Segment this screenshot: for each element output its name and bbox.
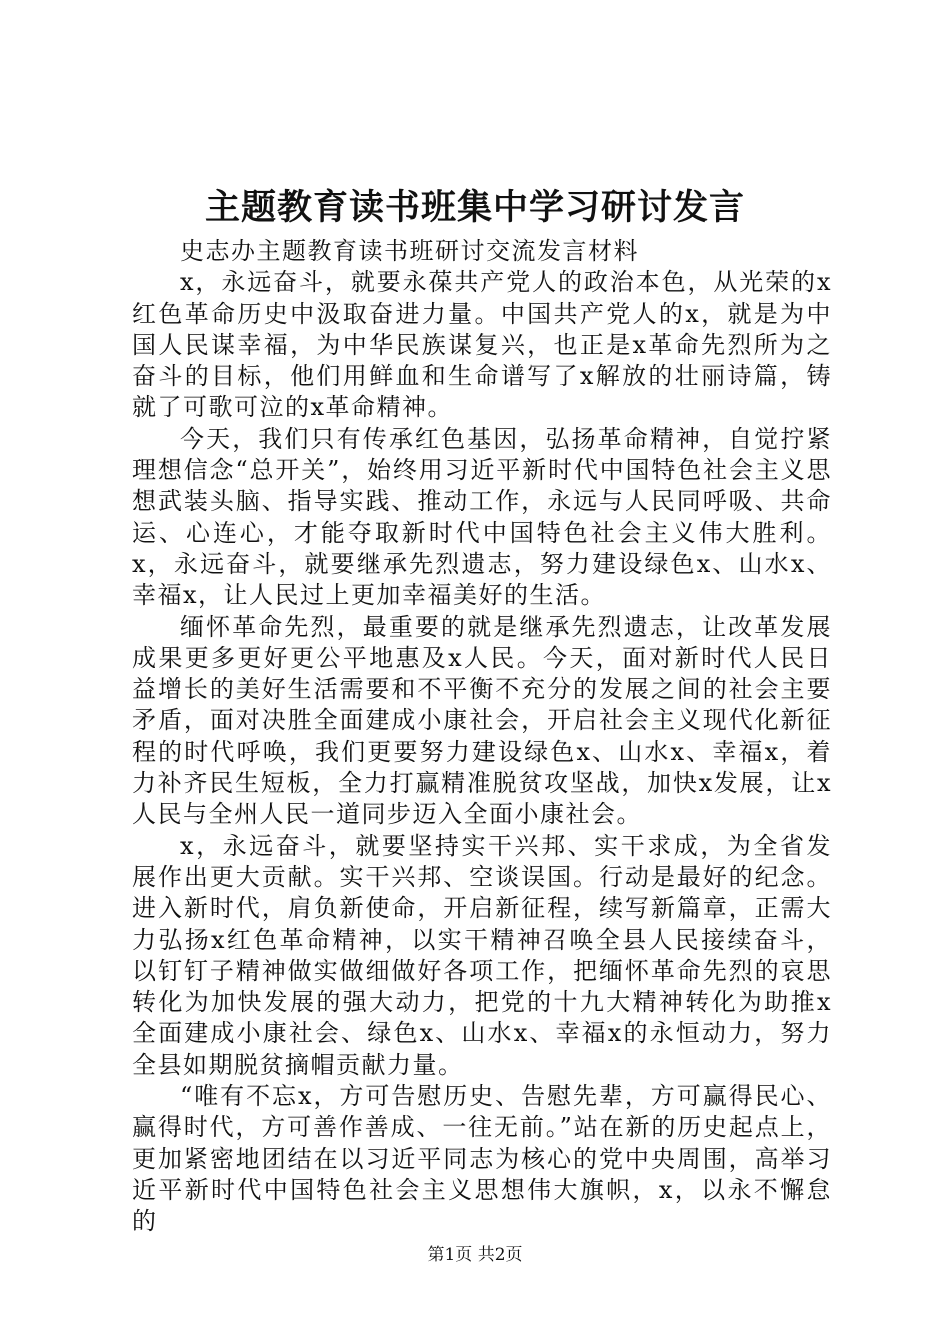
page-footer: 第1页 共2页	[427, 1245, 523, 1265]
paragraph: 今天，我们只有传承红色基因，弘扬革命精神，自觉拧紧理想信念“总开关”，始终用习近平新时代中国特色社会主义思想武装头脑、指导实践、推动工作，永远与人民同呼吸、共命运、心连心，才能夺取新时代中国特色社会主义伟大胜利。x，永远奋斗，就要继承先烈遗志，努力建设绿色x、山水x、幸福x，让人民过上更加幸福美好的生活。	[132, 424, 832, 610]
paragraph-subtitle: 史志办主题教育读书班研讨交流发言材料	[180, 237, 639, 265]
paragraph: “唯有不忘x，方可告慰历史、告慰先辈，方可赢得民心、赢得时代，方可善作善成、一往无前。”站在新的历史起点上，更加紧密地团结在以习近平同志为核心的党中央周围，高举习近平新时代中国特色社会主义思想伟大旗帜，x，以永不懈怠的	[132, 1082, 832, 1236]
document-title: 主题教育读书班集中学习研讨发言	[204, 188, 745, 228]
document-body	[132, 236, 832, 1238]
paragraph: x，永远奋斗，就要永葆共产党人的政治本色，从光荣的x红色革命历史中汲取奋进力量。中国共产党人的x，就是为中国人民谋幸福，为中华民族谋复兴，也正是x革命先烈所为之奋斗的目标，他们用鲜血和生命谱写了x解放的壮丽诗篇，铸就了可歌可泣的x革命精神。	[132, 268, 832, 422]
paragraph: x，永远奋斗，就要坚持实干兴邦、实干求成，为全省发展作出更大贡献。实干兴邦、空谈误国。行动是最好的纪念。进入新时代，肩负新使命，开启新征程，续写新篇章，正需大力弘扬x红色革命精神，以实干精神召唤全县人民接续奋斗，以钉钉子精神做实做细做好各项工作，把缅怀革命先烈的哀思转化为加快发展的强大动力，把党的十九大精神转化为助推x全面建成小康社会、绿色x、山水x、幸福x的永恒动力，努力全县如期脱贫摘帽贡献力量。	[132, 831, 832, 1079]
paragraph: 缅怀革命先烈，最重要的就是继承先烈遗志，让改革发展成果更多更好更公平地惠及x人民。今天，面对新时代人民日益增长的美好生活需要和不平衡不充分的发展之间的社会主要矛盾，面对决胜全面建成小康社会，开启社会主义现代化新征程的时代呼唤，我们更要努力建设绿色x、山水x、幸福x，着力补齐民生短板，全力打赢精准脱贫攻坚战，加快x发展，让x人民与全州人民一道同步迈入全面小康社会。	[132, 612, 832, 829]
